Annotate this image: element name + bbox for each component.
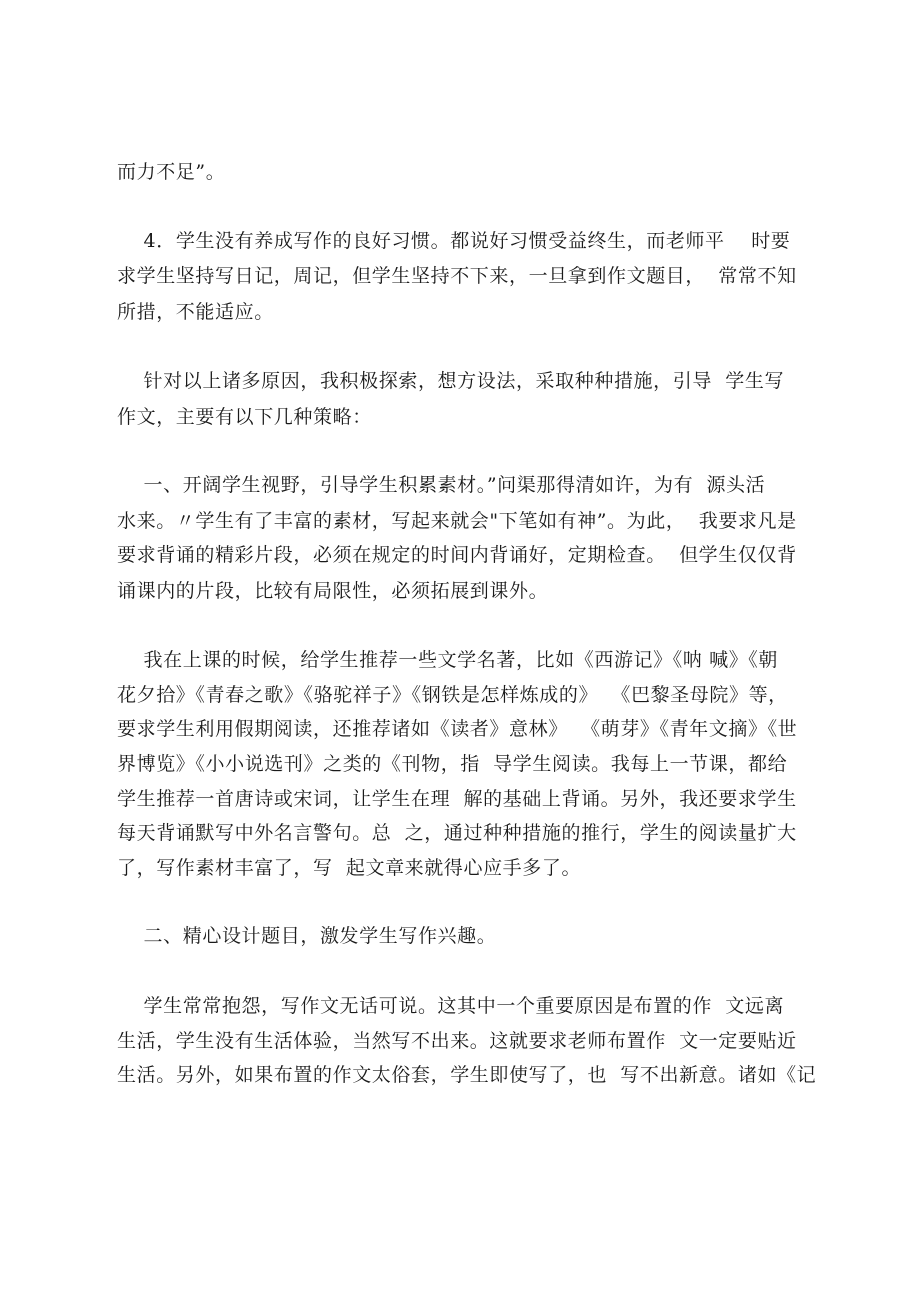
text-line: 要求学生利用假期阅读，还推荐诸如《读者》意林》 《萌芽》《青年文摘》《世: [117, 718, 798, 740]
text-line: 针对以上诸多原因，我积极探索，想方设法，采取种种措施，引导 学生写: [117, 370, 785, 392]
text-line: 生活。另外，如果布置的作文太俗套，学生即使写了，也 写不出新意。诸如《记: [117, 1064, 817, 1086]
text-line: 花夕拾》《青春之歌》《骆驼祥子》《钢铁是怎样炼成的》 《巴黎圣母院》等，: [117, 684, 788, 706]
text-line: 要求背诵的精彩片段，必须在规定的时间内背诵好，定期检查。 但学生仅仅背: [117, 544, 797, 566]
text-line: 一、开阔学生视野，引导学生积累素材。”问渠那得清如许，为有 源头活: [117, 474, 766, 496]
text-line: 我在上课的时候，给学生推荐一些文学名著，比如《西游记》《呐 喊》《朝: [117, 649, 778, 671]
text-line: 二、精心设计题目，激发学生写作兴趣。: [117, 925, 497, 947]
text-line: 界博览》《小小说选刊》之类的《刊物，指 导学生阅读。我每上一节课，都给: [117, 753, 788, 775]
text-line: 求学生坚持写日记，周记，但学生坚持不下来，一旦拿到作文题目， 常常不知: [117, 265, 797, 287]
text-line: 水来。〃学生有了丰富的素材，写起来就会"下笔如有神”。为此， 我要求凡是: [117, 510, 797, 532]
text-line: 诵课内的片段，比较有局限性，必须拓展到课外。: [117, 580, 549, 602]
text-line: 学生常常抱怨，写作文无话可说。这其中一个重要原因是布置的作 文远离: [117, 995, 785, 1017]
text-line: 作文，主要有以下几种策略：: [117, 406, 372, 428]
text-line: 而力不足”。: [117, 161, 226, 183]
text-line: 每天背诵默写中外名言警句。总 之，通过种种措施的推行，学生的阅读量扩大: [117, 822, 797, 844]
text-line: 生活，学生没有生活体验，当然写不出来。这就要求老师布置作 文一定要贴近: [117, 1030, 797, 1052]
text-line: 所措，不能适应。: [117, 301, 274, 323]
text-line: 学生推荐一首唐诗或宋词，让学生在理 解的基础上背诵。另外，我还要求学生: [117, 788, 797, 810]
text-line: 了，写作素材丰富了，写 起文章来就得心应手多了。: [117, 857, 582, 879]
text-line: 4．学生没有养成写作的良好习惯。都说好习惯受益终生，而老师平 时要: [117, 230, 791, 252]
